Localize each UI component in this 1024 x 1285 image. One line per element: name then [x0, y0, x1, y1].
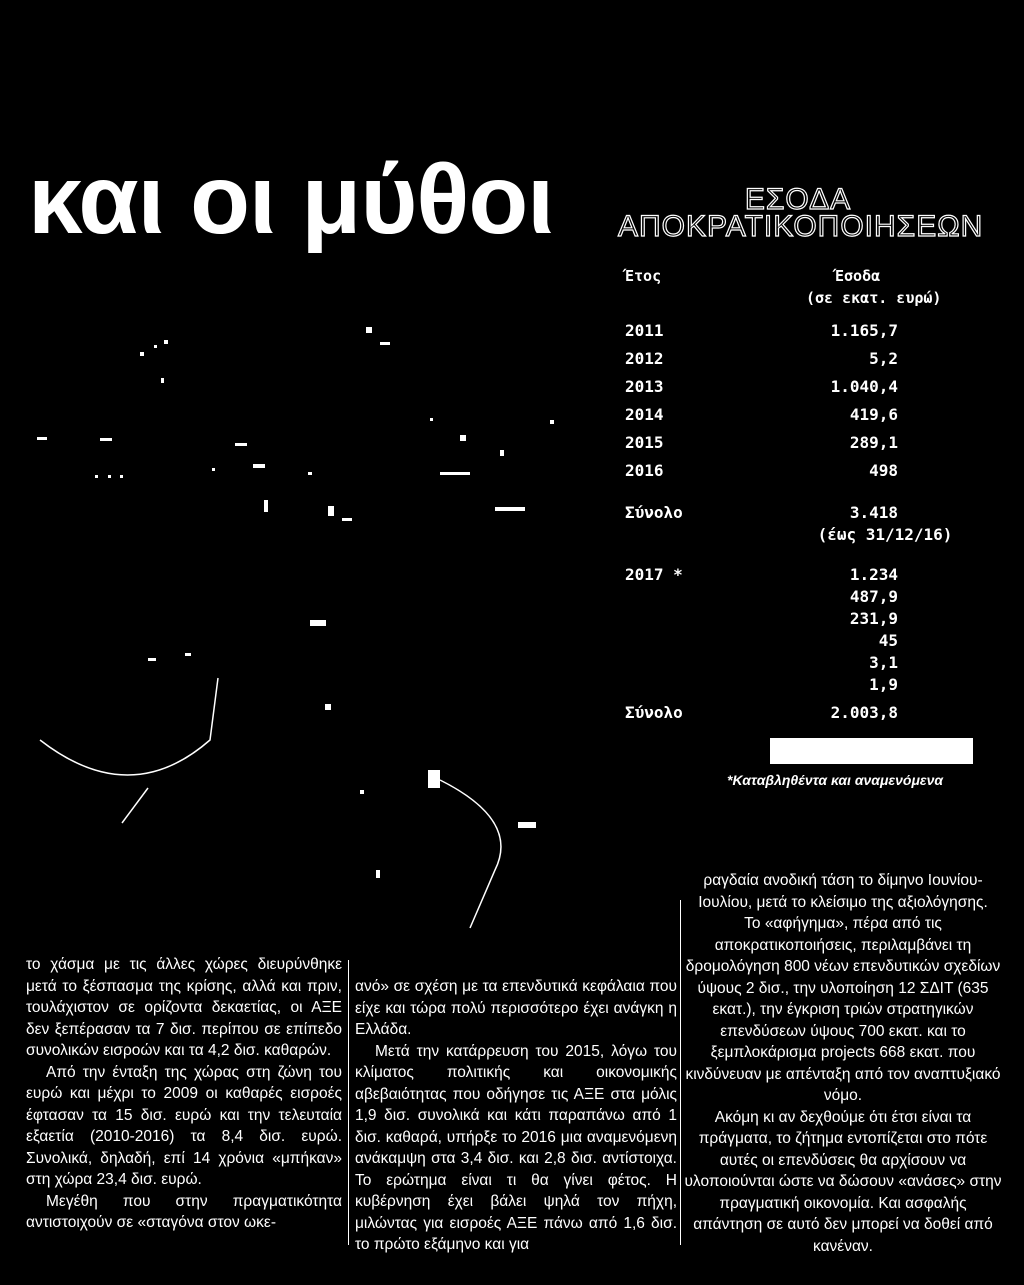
table-row-value: 498: [869, 461, 898, 480]
column-header-year: Έτος: [625, 267, 662, 285]
article-column-1: [26, 954, 342, 1234]
table-row-year: 2015: [625, 433, 664, 452]
paragraph: Ακόμη κι αν δεχθούμε ότι έτσι είναι τα πράγματα, το ζήτημα εντοπίζεται στο πότε αυτές οι επενδύσεις θα αρχίσουν να υλοποιούνται ώστε να δώσουν «ανάσες» στην πραγματική οικονομία. Και ασφαλής απάντηση σε αυτό δεν μπορεί να δοθεί από κανέναν.: [684, 1108, 1002, 1255]
paragraph: ραγδαία ανοδική τάση το δίμηνο Ιουνίου-Ιουλίου, μετά το κλείσιμο της αξιολόγησης.: [698, 872, 988, 911]
headline: και οι μύθοι: [28, 144, 554, 254]
year-2017-value: 1,9: [869, 675, 898, 694]
article-column-3: [684, 870, 1002, 1257]
year-2017-value: 45: [878, 631, 898, 650]
total-value: 3.418: [849, 503, 898, 522]
year-2017-label: 2017 *: [625, 565, 683, 584]
paragraph: ανό» σε σχέση με τα επενδυτικά κεφάλαια που είχε και τώρα πολύ περισσότερο έχει ανάγκη η Ελλάδα.: [355, 978, 677, 1038]
column-divider: [680, 900, 681, 1245]
table-row-value: 289,1: [849, 433, 898, 452]
paragraph: Το «αφήγημα», πέρα από τις αποκρατικοποιήσεις, περιλαμβάνει τη δρομολόγηση 800 νέων επενδυτικών σχεδίων ύψους 2 δισ., την υλοποίηση 12 ΣΔΙΤ (635 εκατ.), την έγκριση τριών στρατηγικών επενδύσεων ύψους 700 εκατ. και το ξεμπλοκάρισμα projects 668 εκατ. που κινδύνευαν με απένταξη από τον αναπτυξιακό νόμο.: [685, 915, 1001, 1104]
year-2017-value: 1.234: [849, 565, 898, 584]
column-header-unit: (σε εκατ. ευρώ): [806, 289, 942, 307]
decorative-illustration: [0, 300, 600, 960]
column-header-value: Έσοδα: [835, 267, 881, 285]
table-row-year: 2016: [625, 461, 664, 480]
paragraph: Από την ένταξη της χώρας στη ζώνη του ευρώ και μέχρι το 2009 οι καθαρές εισροές έφτασαν τα 15 δισ. ευρώ και την τελευταία εξαετία (2010-2016) τα 8,4 δισ. ευρώ. Συνολικά, δηλαδή, επί 14 χρόνια «μπήκαν» στη χώρα 23,4 δισ. ευρώ.: [26, 1063, 342, 1188]
table-title-subtitle: ΑΠΟΚΡΑΤΙΚΟΠΟΙΗΣΕΩΝ: [618, 210, 984, 243]
table-row-value: 419,6: [849, 405, 898, 424]
paragraph: Μεγέθη που στην πραγματικότητα αντιστοιχούν σε «σταγόνα στον ωκε-: [26, 1192, 342, 1231]
total-2017-value: 2.003,8: [830, 703, 898, 722]
year-2017-value: 3,1: [869, 653, 898, 672]
year-2017-value: 231,9: [849, 609, 898, 628]
table-row-value: 1.165,7: [830, 321, 898, 340]
table-row-year: 2012: [625, 349, 664, 368]
column-divider: [348, 960, 349, 1245]
table-row-value: 5,2: [869, 349, 898, 368]
table-footnote: *Καταβληθέντα και αναμενόμενα: [727, 772, 944, 788]
total-2017-label: Σύνολο: [625, 703, 683, 722]
highlight-bar: [770, 738, 973, 764]
total-note: (έως 31/12/16): [817, 525, 953, 544]
year-2017-value: 487,9: [849, 587, 898, 606]
paragraph: το χάσμα με τις άλλες χώρες διευρύνθηκε μετά το ξέσπασμα της κρίσης, αλλά και πριν, τουλάχιστον σε ορίζοντα δεκαετίας, οι ΑΞΕ δεν ξεπέρασαν τα 7 δισ. περίπου σε επίπεδο συνολικών εισροών και τα 4,2 δισ. καθαρών.: [26, 956, 342, 1059]
table-title: ΕΣΟΔΑ: [744, 183, 852, 216]
total-label: Σύνολο: [625, 503, 683, 522]
article-column-2: [355, 976, 677, 1256]
table-row-value: 1.040,4: [830, 377, 898, 396]
table-row-year: 2014: [625, 405, 664, 424]
paragraph: Μετά την κατάρρευση του 2015, λόγω του κλίματος πολιτικής και οικονομικής αβεβαιότητας που οδήγησε τις ΑΞΕ στα μόλις 1,9 δισ. συνολικά και κάτι παραπάνω από 1 δισ. καθαρά, υπήρξε το 2016 μια αναμενόμενη ανάκαμψη στα 3,4 δισ. και 2,8 δισ. αντίστοιχα. Το ερώτημα είναι τι θα γίνει φέτος. Η κυβέρνηση έχει βάλει ψηλά τον πήχη, μιλώντας για εισροές ΑΞΕ πάνω από 1,6 δισ. το πρώτο εξάμηνο και για: [355, 1042, 677, 1253]
table-row-year: 2013: [625, 377, 664, 396]
table-row-year: 2011: [625, 321, 664, 340]
